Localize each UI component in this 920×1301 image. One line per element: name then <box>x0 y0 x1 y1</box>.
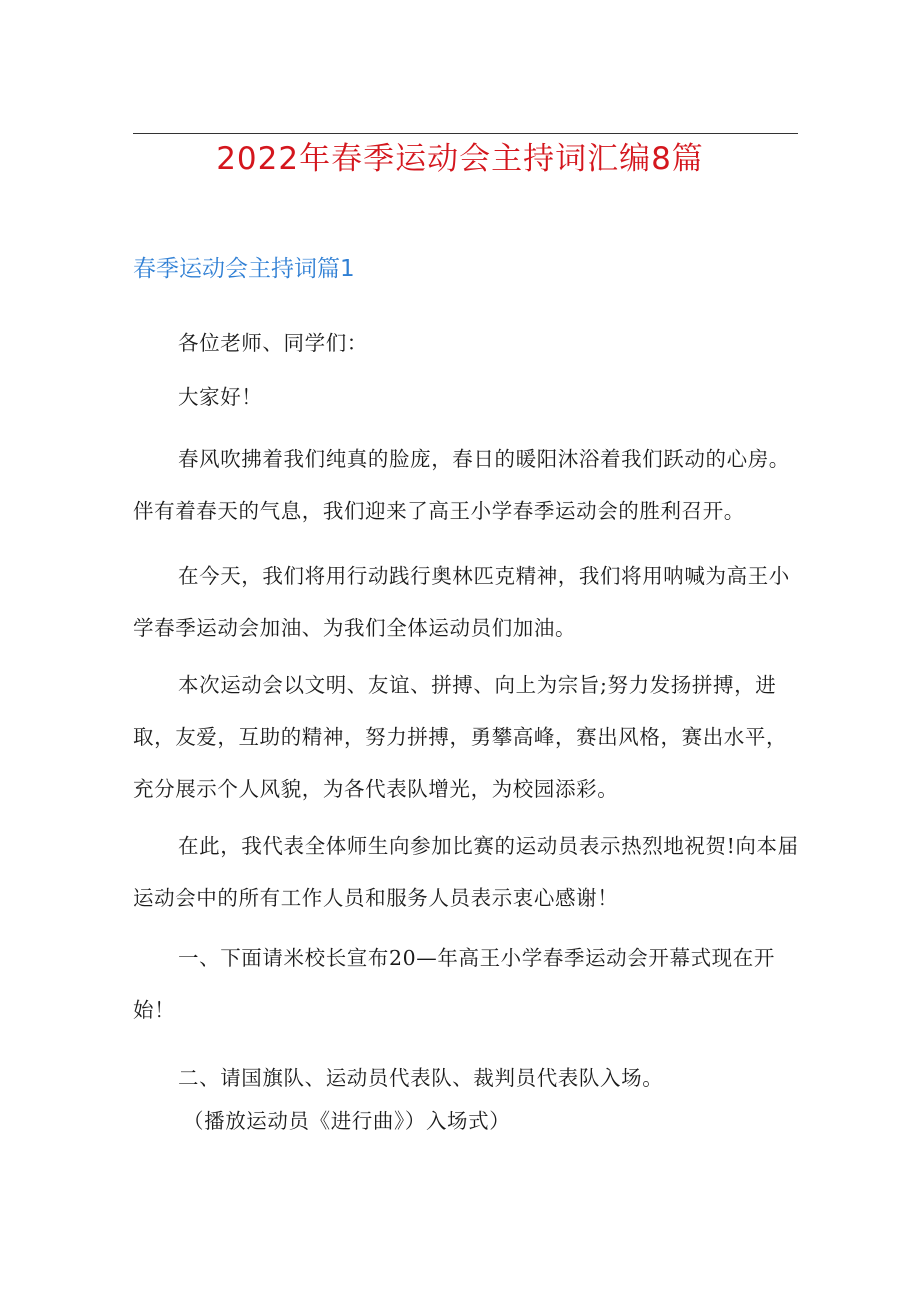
paragraph-spring-breeze: 春风吹拂着我们纯真的脸庞，春日的暖阳沐浴着我们跃动的心房。伴有着春天的气息，我们迎来了高王小学春季运动会的胜利召开。 <box>133 447 790 523</box>
paragraph-olympic-spirit: 在今天，我们将用行动践行奥林匹克精神，我们将用呐喊为高王小学春季运动会加油、为我们全体运动员们加油。 <box>133 564 790 640</box>
paragraph-team-entrance: 二、请国旗队、运动员代表队、裁判员代表队入场。 <box>178 1066 664 1090</box>
document-title: 2022年春季运动会主持词汇编8篇 <box>216 141 704 177</box>
header-rule <box>133 133 798 134</box>
section-heading: 春季运动会主持词篇1 <box>133 256 355 282</box>
paragraph-congratulations: 在此，我代表全体师生向参加比赛的运动员表示热烈地祝贺!向本届运动会中的所有工作人员和服务人员表示衷心感谢！ <box>133 834 799 910</box>
paragraph-march-music: （播放运动员《进行曲》）入场式） <box>183 1109 511 1133</box>
paragraph-greeting: 各位老师、同学们： <box>178 331 368 355</box>
paragraph-opening-announcement: 一、下面请米校长宣布20—年高王小学春季运动会开幕式现在开始！ <box>133 946 775 1022</box>
paragraph-purpose: 本次运动会以文明、友谊、拼搏、向上为宗旨;努力发扬拼搏，进取，友爱，互助的精神，努力拼搏，勇攀高峰，赛出风格，赛出水平，充分展示个人风貌，为各代表队增光，为校园添彩。 <box>133 673 788 801</box>
paragraph-hello: 大家好！ <box>178 385 263 409</box>
